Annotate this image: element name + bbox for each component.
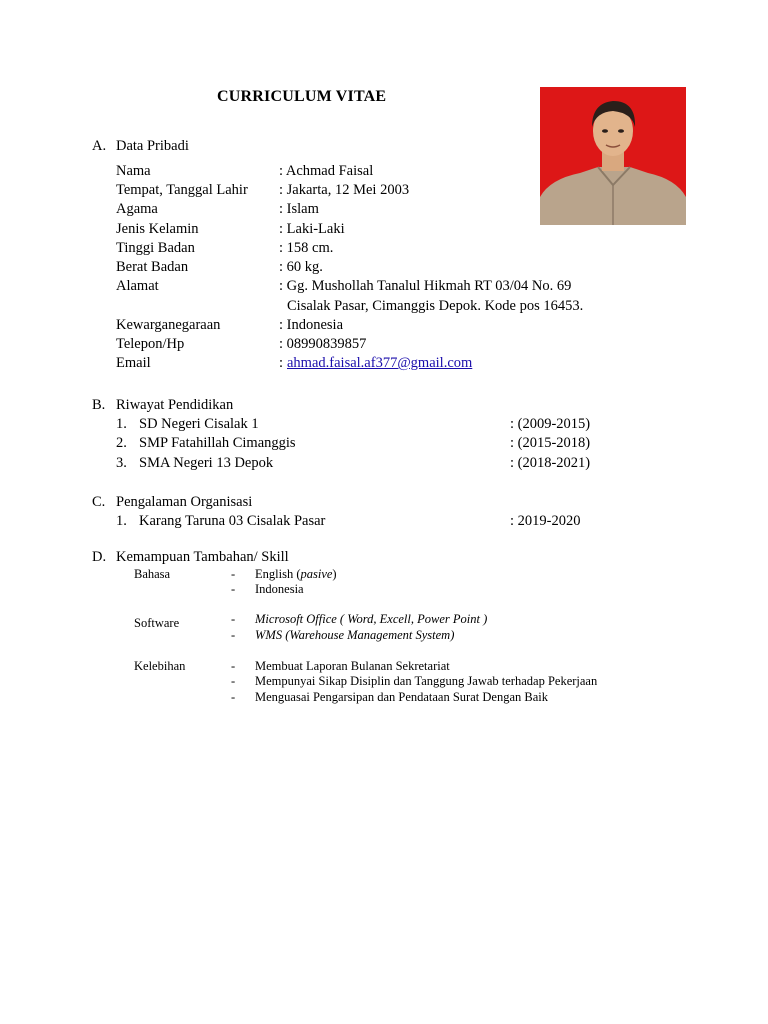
education-num: 1.: [116, 416, 127, 432]
skill-item-wms: WMS (Warehouse Management System): [255, 628, 455, 642]
skill-item-laporan: Membuat Laporan Bulanan Sekretariat: [255, 659, 450, 673]
education-years: : (2018-2021): [510, 455, 591, 471]
label-alamat: Alamat: [116, 278, 159, 294]
education-num: 3.: [116, 455, 127, 471]
label-jenis-kelamin: Jenis Kelamin: [116, 221, 199, 237]
skill-dash: -: [231, 612, 236, 626]
skill-item-disiplin: Mempunyai Sikap Disiplin dan Tanggung Jawab terhadap Pekerjaan: [255, 674, 598, 688]
value-tempat-tanggal-lahir: : Jakarta, 12 Mei 2003: [279, 182, 410, 198]
section-d-letter: D.: [92, 549, 107, 565]
skill-label-bahasa: Bahasa: [134, 567, 171, 581]
skill-item-ms-office: Microsoft Office ( Word, Excell, Power Point ): [255, 612, 488, 626]
skill-label-kelebihan: Kelebihan: [134, 659, 186, 673]
skill-dash: -: [231, 659, 236, 673]
section-a-heading: Data Pribadi: [116, 138, 189, 154]
label-kewarganegaraan: Kewarganegaraan: [116, 317, 221, 333]
section-b-heading: Riwayat Pendidikan: [116, 397, 234, 413]
education-school: SD Negeri Cisalak 1: [139, 416, 259, 432]
section-c-heading: Pengalaman Organisasi: [116, 494, 253, 510]
value-telepon: : 08990839857: [279, 336, 367, 352]
label-tempat-tanggal-lahir: Tempat, Tanggal Lahir: [116, 182, 248, 198]
document-title: CURRICULUM VITAE: [217, 88, 387, 105]
skill-item-english: English (pasive): [255, 567, 337, 581]
label-berat-badan: Berat Badan: [116, 259, 189, 275]
section-b-letter: B.: [92, 397, 106, 413]
skill-dash: -: [231, 567, 236, 581]
section-a-letter: A.: [92, 138, 107, 154]
value-tinggi-badan: : 158 cm.: [279, 240, 334, 256]
skill-dash: -: [231, 582, 236, 596]
skill-item-indonesia: Indonesia: [255, 582, 304, 596]
value-agama: : Islam: [279, 201, 319, 217]
education-school: SMP Fatahillah Cimanggis: [139, 435, 296, 451]
skill-label-software: Software: [134, 616, 180, 630]
section-c-letter: C.: [92, 494, 106, 510]
skill-dash: -: [231, 628, 236, 642]
value-alamat-line2: Cisalak Pasar, Cimanggis Depok. Kode pos 16453.: [287, 298, 584, 314]
email-link[interactable]: ahmad.faisal.af377@gmail.com: [287, 355, 473, 371]
education-school: SMA Negeri 13 Depok: [139, 455, 274, 471]
value-jenis-kelamin: : Laki-Laki: [279, 221, 345, 237]
label-email: Email: [116, 355, 151, 371]
value-berat-badan: : 60 kg.: [279, 259, 323, 275]
value-nama: : Achmad Faisal: [279, 163, 374, 179]
organization-years: : 2019-2020: [510, 513, 581, 529]
profile-photo: [540, 87, 686, 225]
education-num: 2.: [116, 435, 127, 451]
label-telepon: Telepon/Hp: [116, 336, 185, 352]
organization-num: 1.: [116, 513, 127, 529]
label-tinggi-badan: Tinggi Badan: [116, 240, 195, 256]
education-years: : (2009-2015): [510, 416, 591, 432]
skill-dash: -: [231, 674, 236, 688]
label-nama: Nama: [116, 163, 151, 179]
value-alamat-line1: : Gg. Mushollah Tanalul Hikmah RT 03/04 No. 69: [279, 278, 572, 294]
label-agama: Agama: [116, 201, 158, 217]
section-d-heading: Kemampuan Tambahan/ Skill: [116, 549, 289, 565]
skill-item-pengarsipan: Menguasai Pengarsipan dan Pendataan Surat Dengan Baik: [255, 690, 548, 704]
skill-dash: -: [231, 690, 236, 704]
education-years: : (2015-2018): [510, 435, 591, 451]
email-colon: :: [279, 355, 284, 371]
value-kewarganegaraan: : Indonesia: [279, 317, 344, 333]
organization-name: Karang Taruna 03 Cisalak Pasar: [139, 513, 326, 529]
